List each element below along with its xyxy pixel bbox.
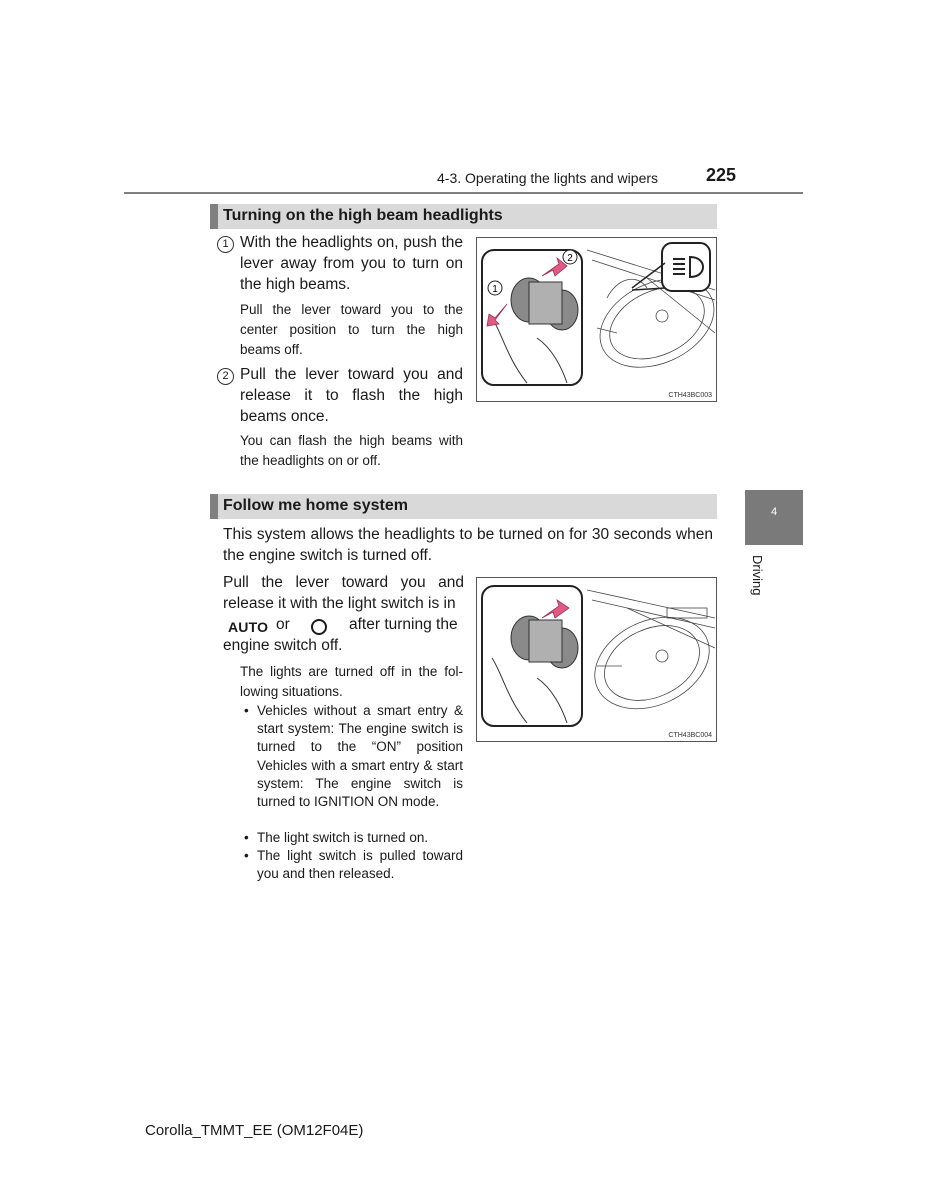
- list-item-text: The light switch is turned on.: [257, 830, 429, 845]
- or-text: or: [276, 616, 290, 633]
- bullet-icon: •: [244, 703, 249, 718]
- section-heading-text: Turning on the high beam headlights: [223, 207, 503, 224]
- list-item-text: The light switch is pulled toward you and then released.: [257, 848, 463, 882]
- list-item: [244, 847, 463, 883]
- step-1-note: Pull the lever toward you to the center position to turn the high beams off.: [240, 302, 463, 357]
- high-beam-figure: [476, 237, 717, 402]
- bullet-icon: •: [244, 830, 249, 845]
- follow-me-home-illustration: [477, 578, 716, 741]
- chapter-number: 4: [770, 506, 778, 518]
- figure-marker-2: 2: [567, 253, 573, 264]
- page-number: 225: [706, 165, 737, 185]
- step-1-text: With the headlights on, push the lever away from you to turn on the high beams.: [240, 234, 463, 293]
- intro-paragraph: This system allows the headlights to be turned on for 30 seconds when the engine switch is turned off.: [223, 526, 713, 564]
- list-item: [244, 702, 463, 811]
- chapter-tab[interactable]: [745, 490, 803, 545]
- section-title: 4-3. Operating the lights and wipers: [437, 170, 659, 186]
- header-rule: [124, 192, 803, 194]
- lights-off-intro: The lights are turned off in the fol-lowing situations.: [240, 664, 463, 699]
- instruction-line-1: Pull the lever toward you and release it with the light switch is in: [223, 574, 464, 612]
- section-heading-text: Follow me home system: [223, 497, 408, 514]
- chapter-label: Driving: [750, 555, 765, 596]
- bullet-icon: •: [244, 848, 249, 863]
- step-2-marker: 2: [217, 368, 234, 385]
- auto-switch-label: AUTO: [228, 619, 269, 635]
- high-beam-illustration: [477, 238, 716, 401]
- figure-code: CTH43BC004: [668, 732, 712, 739]
- step-2-text: Pull the lever toward you and release it to flash the high beams once.: [240, 366, 463, 425]
- footer-model-code: Corolla_TMMT_EE (OM12F04E): [145, 1122, 364, 1139]
- instruction-line-3: engine switch off.: [223, 637, 343, 654]
- list-item-text: Vehicles without a smart entry & start system: The engine switch is turned to the “ON” position Vehicles with a smart entry & start system: The engine switch is turned to IGNITION ON mode.: [257, 703, 463, 810]
- step-2-note: You can flash the high beams with the headlights on or off.: [240, 433, 463, 468]
- instruction-line-2: after turning the: [349, 616, 458, 633]
- section-heading-high-beam: [210, 204, 717, 229]
- figure-marker-1: 1: [492, 284, 498, 295]
- list-item: [244, 829, 463, 847]
- follow-me-home-figure: [476, 577, 717, 742]
- light-switch-on-icon: [311, 619, 327, 635]
- section-heading-follow-me-home: [210, 494, 717, 519]
- figure-code: CTH43BC003: [668, 392, 712, 399]
- step-1-marker: 1: [217, 236, 234, 253]
